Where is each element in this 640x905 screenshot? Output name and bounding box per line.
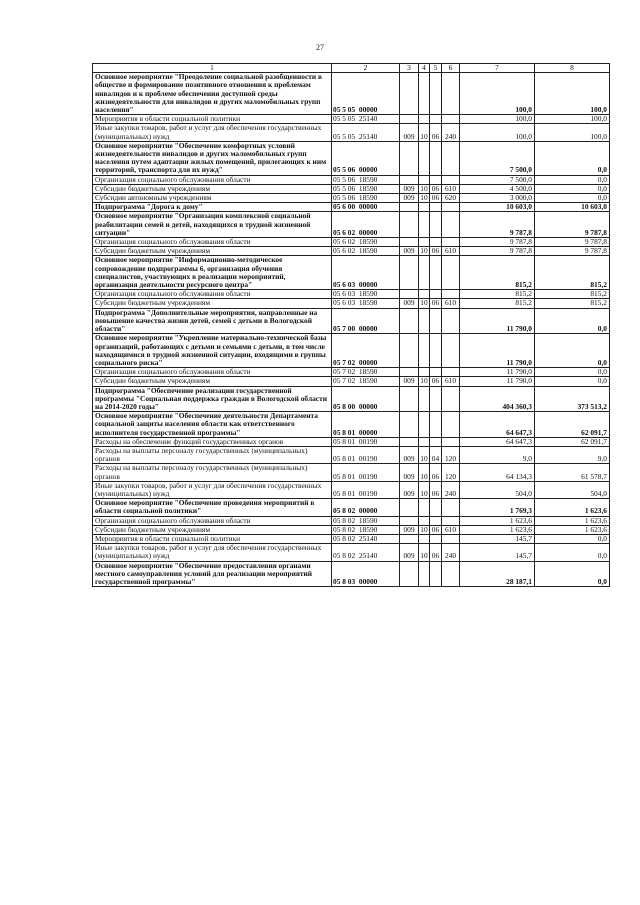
row-amount-col7-cell: 145,7	[460, 544, 535, 561]
row-name-cell: Организация социального обслуживания области	[93, 368, 332, 377]
row-amount-col7-cell: 504,0	[460, 481, 535, 498]
row-code-cell: 05 8 01 00000	[332, 412, 400, 438]
row-code-cell: 05 8 01 00190	[332, 437, 400, 446]
table-row	[93, 175, 610, 184]
row-code-cell: 05 6 02 00000	[332, 212, 400, 238]
row-code-cell: 05 8 02 25140	[332, 544, 400, 561]
row-subsection-cell: 06	[430, 481, 442, 498]
row-amount-col7-cell: 1 769,3	[460, 499, 535, 516]
table-row	[93, 386, 610, 412]
row-amount-col8-cell: 0,0	[535, 544, 610, 561]
row-section-cell	[419, 386, 430, 412]
row-amount-col7-cell: 7 500,0	[460, 175, 535, 184]
row-amount-col7-cell: 100,0	[460, 73, 535, 115]
row-subsection-cell	[430, 386, 442, 412]
row-amount-col7-cell: 1 623,6	[460, 516, 535, 525]
table-row	[93, 499, 610, 516]
row-amount-col7-cell: 100,0	[460, 124, 535, 141]
row-subsection-cell	[430, 256, 442, 290]
row-amount-col8-cell: 0,0	[535, 534, 610, 543]
row-name-cell: Расходы на обеспечение функций государственных органов	[93, 437, 332, 446]
header-cell: 3	[400, 64, 419, 73]
row-ministry-cell: 009	[400, 464, 419, 481]
row-amount-col8-cell: 373 513,2	[535, 386, 610, 412]
row-subsection-cell	[430, 73, 442, 115]
row-expense-type-cell: 610	[442, 184, 460, 193]
row-amount-col8-cell: 0,0	[535, 175, 610, 184]
table-row	[93, 544, 610, 561]
row-subsection-cell: 06	[430, 299, 442, 308]
row-subsection-cell	[430, 308, 442, 334]
row-amount-col8-cell: 100,0	[535, 124, 610, 141]
row-code-cell: 05 8 02 25140	[332, 534, 400, 543]
table-row	[93, 124, 610, 141]
row-code-cell: 05 8 02 18590	[332, 516, 400, 525]
row-code-cell: 05 5 06 18590	[332, 175, 400, 184]
row-amount-col8-cell: 0,0	[535, 561, 610, 587]
row-subsection-cell: 06	[430, 194, 442, 203]
row-amount-col7-cell: 404 360,3	[460, 386, 535, 412]
row-name-cell: Подпрограмма "Дополнительные мероприятия, направленные на повышение качества жизни детей, семей с детьми в Вологодской области"	[93, 308, 332, 334]
row-section-cell	[419, 561, 430, 587]
row-section-cell: 10	[419, 446, 430, 463]
row-ministry-cell	[400, 175, 419, 184]
row-expense-type-cell: 120	[442, 464, 460, 481]
row-expense-type-cell: 610	[442, 247, 460, 256]
table-row	[93, 412, 610, 438]
row-section-cell	[419, 203, 430, 212]
row-amount-col7-cell: 64 647,3	[460, 412, 535, 438]
row-expense-type-cell: 620	[442, 194, 460, 203]
row-name-cell: Субсидии бюджетным учреждениям	[93, 184, 332, 193]
header-cell: 7	[460, 64, 535, 73]
row-amount-col7-cell: 9 787,8	[460, 238, 535, 247]
row-amount-col8-cell: 1 623,6	[535, 525, 610, 534]
row-amount-col8-cell: 815,2	[535, 299, 610, 308]
row-expense-type-cell	[442, 141, 460, 175]
row-expense-type-cell	[442, 516, 460, 525]
row-ministry-cell	[400, 256, 419, 290]
row-name-cell: Подпрограмма "Дорога к дому"	[93, 203, 332, 212]
row-code-cell: 05 8 01 00190	[332, 481, 400, 498]
table-row	[93, 212, 610, 238]
page-number: 27	[316, 43, 324, 52]
row-code-cell: 05 7 00 00000	[332, 308, 400, 334]
row-expense-type-cell: 610	[442, 377, 460, 386]
row-amount-col7-cell: 815,2	[460, 290, 535, 299]
row-code-cell: 05 6 00 00000	[332, 203, 400, 212]
table-row	[93, 141, 610, 175]
row-name-cell: Подпрограмма "Обеспечение реализации государственной программы "Социальная поддержка граждан в Вологодской области на 2014-2020 годы"	[93, 386, 332, 412]
row-section-cell: 10	[420, 376, 428, 386]
row-name-cell: Расходы на выплаты персоналу государственных (муниципальных) органов	[93, 446, 332, 463]
row-name-cell: Основное мероприятие "Обеспечение предоставления органами местного самоуправления условий для реализации мероприятий государственной программы"	[93, 561, 332, 587]
row-subsection-cell	[430, 212, 442, 238]
row-code-cell: 05 8 01 00190	[332, 446, 400, 463]
row-expense-type-cell	[442, 412, 460, 438]
row-ministry-cell	[400, 308, 419, 334]
row-section-cell	[419, 437, 430, 446]
row-amount-col8-cell: 0,0	[535, 308, 610, 334]
row-amount-col8-cell: 62 091,7	[535, 412, 610, 438]
row-ministry-cell	[400, 561, 419, 587]
row-ministry-cell	[400, 212, 419, 238]
row-section-cell: 10	[419, 464, 430, 481]
row-subsection-cell	[430, 516, 442, 525]
header-cell: 8	[535, 64, 610, 73]
header-cell: 2	[332, 64, 400, 73]
row-ministry-cell: 009	[400, 481, 419, 498]
row-code-cell: 05 8 03 00000	[332, 561, 400, 587]
row-ministry-cell: 009	[400, 377, 419, 386]
row-amount-col7-cell: 815,2	[460, 299, 535, 308]
row-name-cell: Субсидии автономным учреждениям	[93, 194, 332, 203]
row-code-cell: 05 6 03 00000	[332, 256, 400, 290]
row-code-cell: 05 8 02 00000	[332, 499, 400, 516]
row-code-cell: 05 6 03 18590	[332, 299, 400, 308]
row-name-cell: Иные закупки товаров, работ и услуг для обеспечения государственных (муниципальных) нужд	[93, 544, 332, 561]
row-expense-type-cell	[442, 203, 460, 212]
row-amount-col8-cell: 815,2	[535, 290, 610, 299]
row-name-cell: Иные закупки товаров, работ и услуг для обеспечения государственных (муниципальных) нужд	[93, 124, 332, 141]
row-amount-col8-cell: 9 787,8	[535, 247, 610, 256]
row-expense-type-cell	[442, 308, 460, 334]
row-subsection-cell	[430, 203, 442, 212]
row-name-cell: Мероприятия в области социальной политики	[93, 534, 332, 543]
row-expense-type-cell	[442, 175, 460, 184]
row-amount-col7-cell: 7 500,0	[460, 141, 535, 175]
row-ministry-cell	[400, 499, 419, 516]
row-name-cell: Основное мероприятие "Организация комплексной социальной реабилитации семей и детей, находящихся в трудной жизненной ситуации"	[93, 212, 332, 238]
row-section-cell: 10	[419, 481, 430, 498]
row-ministry-cell	[400, 115, 419, 124]
table-row	[93, 446, 610, 463]
row-expense-type-cell	[442, 561, 460, 587]
row-ministry-cell	[400, 437, 419, 446]
row-name-cell: Основное мероприятие "Информационно-методическое сопровождение подпрограммы 6, организация обучения специалистов, участвующих в реализации мероприятий, организация деятельности ресурсного центра"	[93, 256, 332, 290]
row-name-cell: Субсидии бюджетным учреждениям	[93, 299, 332, 308]
row-ministry-cell: 009	[400, 446, 419, 463]
row-subsection-cell	[430, 141, 442, 175]
row-amount-col8-cell: 9,0	[535, 446, 610, 463]
row-ministry-cell	[400, 141, 419, 175]
row-amount-col7-cell: 815,2	[460, 256, 535, 290]
row-ministry-cell	[400, 412, 419, 438]
row-subsection-cell	[430, 175, 442, 184]
row-amount-col8-cell: 504,0	[535, 481, 610, 498]
row-code-cell: 05 6 02 18590	[332, 247, 400, 256]
row-section-cell: 10	[420, 524, 428, 534]
table-row	[93, 516, 610, 525]
row-ministry-cell	[400, 73, 419, 115]
row-amount-col7-cell: 11 790,0	[460, 308, 535, 334]
row-section-cell	[419, 212, 430, 238]
row-amount-col8-cell: 0,0	[535, 334, 610, 368]
row-subsection-cell: 06	[430, 544, 442, 561]
row-subsection-cell: 04	[430, 446, 442, 463]
row-code-cell: 05 5 05 00000	[332, 73, 400, 115]
row-ministry-cell: 009	[400, 525, 419, 534]
row-amount-col8-cell: 62 091,7	[535, 437, 610, 446]
row-name-cell: Основное мероприятие "Обеспечение комфортных условий жизнедеятельности инвалидов и других маломобильных групп населения путем адаптации жилых помещений, прилегающих к ним территорий, транспорта для их нужд"	[93, 141, 332, 175]
table-row	[93, 73, 610, 115]
row-expense-type-cell: 240	[442, 481, 460, 498]
row-expense-type-cell: 240	[442, 544, 460, 561]
header-cell: 1	[93, 64, 332, 73]
row-expense-type-cell	[442, 534, 460, 543]
table-row	[93, 464, 610, 481]
row-name-cell: Организация социального обслуживания области	[93, 175, 332, 184]
table-row	[93, 561, 610, 587]
row-amount-col8-cell: 0,0	[535, 368, 610, 377]
row-expense-type-cell	[442, 256, 460, 290]
row-amount-col8-cell: 1 623,6	[535, 516, 610, 525]
row-subsection-cell	[430, 499, 442, 516]
row-amount-col7-cell: 145,7	[460, 534, 535, 543]
row-name-cell: Организация социального обслуживания области	[93, 516, 332, 525]
row-amount-col8-cell: 9 787,8	[535, 212, 610, 238]
row-section-cell: 10	[419, 544, 430, 561]
row-amount-col7-cell: 11 790,0	[460, 368, 535, 377]
row-expense-type-cell: 120	[442, 446, 460, 463]
row-name-cell: Основное мероприятие "Обеспечение деятельности Департамента социальной защиты населения области как ответственного исполнителя государственной программы"	[93, 412, 332, 438]
row-expense-type-cell	[442, 334, 460, 368]
row-name-cell: Расходы на выплаты персоналу государственных (муниципальных) органов	[93, 464, 332, 481]
row-amount-col8-cell: 100,0	[535, 115, 610, 124]
row-ministry-cell: 009	[400, 247, 419, 256]
row-subsection-cell	[430, 437, 442, 446]
row-section-cell: 10	[420, 298, 428, 308]
row-code-cell: 05 8 01 00190	[332, 464, 400, 481]
row-subsection-cell: 06	[430, 247, 442, 256]
table-row	[93, 308, 610, 334]
row-subsection-cell	[430, 412, 442, 438]
row-amount-col7-cell: 100,0	[460, 115, 535, 124]
row-amount-col7-cell: 10 603,0	[460, 203, 535, 212]
row-section-cell	[419, 412, 430, 438]
row-amount-col8-cell: 0,0	[535, 184, 610, 193]
row-section-cell	[419, 175, 430, 184]
row-code-cell: 05 6 02 18590	[332, 238, 400, 247]
row-code-cell: 05 7 02 18590	[332, 368, 400, 377]
row-section-cell: 10	[419, 124, 430, 141]
row-code-cell: 05 7 02 18590	[332, 377, 400, 386]
row-name-cell: Мероприятия в области социальной политики	[93, 115, 332, 124]
row-section-cell	[419, 73, 430, 115]
row-section-cell	[419, 334, 430, 368]
row-subsection-cell	[430, 334, 442, 368]
table-row	[93, 299, 610, 308]
row-expense-type-cell	[442, 499, 460, 516]
row-ministry-cell: 009	[400, 184, 419, 193]
row-code-cell: 05 8 00 00000	[332, 386, 400, 412]
row-code-cell: 05 7 02 00000	[332, 334, 400, 368]
row-name-cell: Организация социального обслуживания области	[93, 238, 332, 247]
row-code-cell: 05 8 02 18590	[332, 525, 400, 534]
row-amount-col8-cell: 1 623,6	[535, 499, 610, 516]
row-subsection-cell: 06	[430, 464, 442, 481]
row-section-cell	[419, 534, 430, 543]
row-amount-col7-cell: 11 790,0	[460, 334, 535, 368]
row-subsection-cell: 06	[430, 377, 442, 386]
row-amount-col7-cell: 64 647,3	[460, 437, 535, 446]
table-row	[93, 334, 610, 368]
row-section-cell: 10	[420, 246, 428, 256]
row-amount-col8-cell: 0,0	[535, 194, 610, 203]
row-name-cell: Субсидии бюджетным учреждениям	[93, 525, 332, 534]
row-name-cell: Основное мероприятие "Укрепление материально-технической базы организаций, работающих с детьми и семьями с детьми, в том числе находящимися в трудной жизненной ситуации, входящими в группы социального риска"	[93, 334, 332, 368]
row-ministry-cell: 009	[400, 544, 419, 561]
row-ministry-cell: 009	[400, 124, 419, 141]
row-expense-type-cell	[442, 386, 460, 412]
table-row	[93, 256, 610, 290]
table-row	[93, 377, 610, 386]
row-amount-col7-cell: 9 787,8	[460, 212, 535, 238]
row-amount-col8-cell: 61 578,7	[535, 464, 610, 481]
row-expense-type-cell	[442, 115, 460, 124]
row-amount-col7-cell: 9 787,8	[460, 247, 535, 256]
row-amount-col8-cell: 0,0	[535, 377, 610, 386]
row-subsection-cell: 06	[430, 124, 442, 141]
row-name-cell: Субсидии бюджетным учреждениям	[93, 247, 332, 256]
row-subsection-cell	[430, 115, 442, 124]
row-amount-col7-cell: 9,0	[460, 446, 535, 463]
row-code-cell: 05 5 06 18590	[332, 194, 400, 203]
row-expense-type-cell: 610	[442, 299, 460, 308]
row-section-cell	[419, 499, 430, 516]
row-amount-col8-cell: 9 787,8	[535, 238, 610, 247]
row-name-cell: Основное мероприятие "Обеспечение проведения мероприятий в области социальной политики"	[93, 499, 332, 516]
row-amount-col8-cell: 10 603,0	[535, 203, 610, 212]
row-section-cell: 10	[420, 183, 428, 193]
row-expense-type-cell	[442, 73, 460, 115]
row-subsection-cell: 06	[430, 525, 442, 534]
budget-table	[92, 63, 610, 587]
row-name-cell: Иные закупки товаров, работ и услуг для обеспечения государственных (муниципальных) нужд	[93, 481, 332, 498]
row-code-cell: 05 5 06 18590	[332, 184, 400, 193]
row-expense-type-cell	[442, 212, 460, 238]
row-name-cell: Субсидии бюджетным учреждениям	[93, 377, 332, 386]
row-section-cell	[419, 516, 430, 525]
row-subsection-cell	[430, 534, 442, 543]
header-cell: 4	[419, 64, 430, 73]
header-cell: 6	[442, 64, 460, 73]
row-expense-type-cell	[442, 437, 460, 446]
row-amount-col8-cell: 100,0	[535, 73, 610, 115]
row-amount-col7-cell: 64 134,3	[460, 464, 535, 481]
row-amount-col8-cell: 0,0	[535, 141, 610, 175]
row-amount-col8-cell: 815,2	[535, 256, 610, 290]
row-section-cell	[419, 141, 430, 175]
row-code-cell: 05 5 06 00000	[332, 141, 400, 175]
row-ministry-cell	[400, 516, 419, 525]
row-ministry-cell: 009	[400, 299, 419, 308]
row-ministry-cell	[400, 203, 419, 212]
row-ministry-cell	[400, 534, 419, 543]
row-section-cell	[419, 308, 430, 334]
row-subsection-cell: 06	[430, 184, 442, 193]
row-amount-col7-cell: 3 000,0	[460, 194, 535, 203]
row-expense-type-cell: 610	[442, 525, 460, 534]
row-amount-col7-cell: 11 790,0	[460, 377, 535, 386]
row-code-cell: 05 6 03 18590	[332, 290, 400, 299]
row-code-cell: 05 5 05 25140	[332, 115, 400, 124]
row-expense-type-cell: 240	[442, 124, 460, 141]
row-section-cell	[419, 256, 430, 290]
row-ministry-cell	[400, 386, 419, 412]
row-name-cell: Организация социального обслуживания области	[93, 290, 332, 299]
table-row	[93, 481, 610, 498]
row-section-cell: 10	[420, 193, 428, 203]
row-code-cell: 05 5 05 25140	[332, 124, 400, 141]
row-amount-col7-cell: 1 623,6	[460, 525, 535, 534]
row-subsection-cell	[430, 561, 442, 587]
row-ministry-cell	[400, 334, 419, 368]
row-name-cell: Основное мероприятие "Преодоление социальной разобщенности в обществе и формирование позитивного отношения к проблемам инвалидов и к проблеме обеспечения доступной среды жизнедеятельности для инвалидов и других маломобильных групп населения"	[93, 73, 332, 115]
row-ministry-cell: 009	[400, 194, 419, 203]
row-section-cell	[419, 115, 430, 124]
row-amount-col7-cell: 28 187,1	[460, 561, 535, 587]
row-amount-col7-cell: 4 500,0	[460, 184, 535, 193]
header-cell: 5	[430, 64, 442, 73]
